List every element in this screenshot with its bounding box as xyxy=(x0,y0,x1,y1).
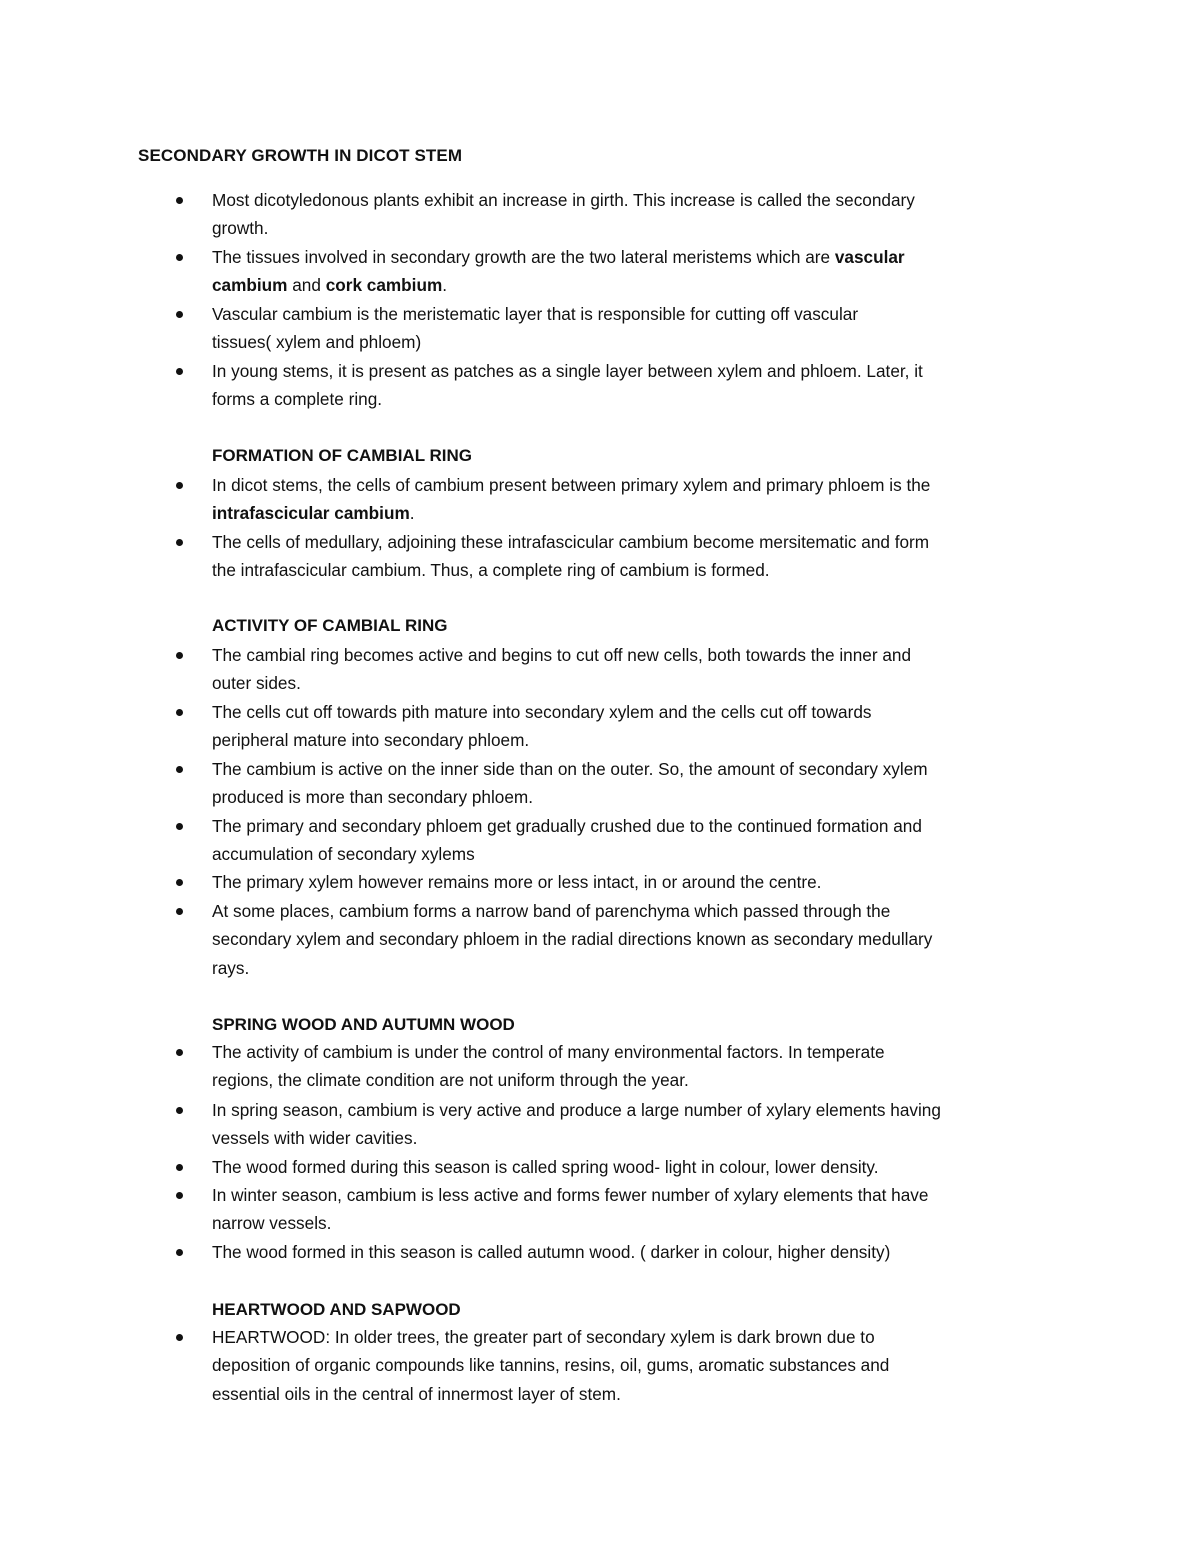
list-item-line: The cells cut off towards pith mature into secondary xylem and the cells cut off towards xyxy=(212,702,872,722)
list-item-line: intrafascicular cambium. xyxy=(212,503,415,524)
bullet-icon xyxy=(176,709,183,716)
list-item-line: deposition of organic compounds like tannins, resins, oil, gums, aromatic substances and xyxy=(212,1355,890,1376)
list-item-line: essential oils in the central of innermost layer of stem. xyxy=(212,1383,621,1404)
list-item-line: produced is more than secondary phloem. xyxy=(212,787,534,808)
section-heading: FORMATION OF CAMBIAL RING xyxy=(212,446,473,465)
bold-term: intrafascicular cambium xyxy=(212,503,410,524)
list-item xyxy=(212,300,1062,357)
list-item xyxy=(212,528,1062,585)
list-item xyxy=(212,897,1062,982)
list-item xyxy=(212,1181,1062,1238)
list-item-line: HEARTWOOD: In older trees, the greater part of secondary xylem is dark brown due to xyxy=(212,1327,875,1347)
list-item-line: In young stems, it is present as patches as a single layer between xylem and phloem. Later, it xyxy=(212,361,923,381)
list-item xyxy=(212,243,1062,300)
list-item xyxy=(212,812,1062,869)
section-heading: ACTIVITY OF CAMBIAL RING xyxy=(212,616,448,635)
list-item-line: secondary xylem and secondary phloem in the radial directions known as secondary medullary xyxy=(212,929,933,950)
bullet-icon xyxy=(176,1164,183,1171)
list-item-line: cambium and cork cambium. xyxy=(212,275,448,296)
list-item-line: At some places, cambium forms a narrow band of parenchyma which passed through the xyxy=(212,901,891,921)
bullet-icon xyxy=(176,879,183,886)
list-item-line: the intrafascicular cambium. Thus, a complete ring of cambium is formed. xyxy=(212,560,770,581)
bullet-icon xyxy=(176,539,183,546)
bullet-icon xyxy=(176,1049,183,1056)
bullet-icon xyxy=(176,1192,183,1199)
list-item-line: The wood formed during this season is called spring wood- light in colour, lower density. xyxy=(212,1157,879,1177)
list-item xyxy=(212,1238,1062,1266)
list-item-line: In dicot stems, the cells of cambium present between primary xylem and primary phloem is the xyxy=(212,475,931,495)
document-title: SECONDARY GROWTH IN DICOT STEM xyxy=(138,146,463,165)
list-item-line: regions, the climate condition are not uniform through the year. xyxy=(212,1070,689,1091)
list-item-line: Vascular cambium is the meristematic layer that is responsible for cutting off vascular xyxy=(212,304,859,324)
list-item xyxy=(212,868,1062,896)
bullet-icon xyxy=(176,1249,183,1256)
bullet-icon xyxy=(176,652,183,659)
list-item-line: The cambial ring becomes active and begins to cut off new cells, both towards the inner and xyxy=(212,645,912,665)
bold-term: cambium xyxy=(212,275,288,296)
list-item-line: The primary and secondary phloem get gradually crushed due to the continued formation and xyxy=(212,816,922,836)
list-item xyxy=(212,357,1062,414)
bullet-icon xyxy=(176,1107,183,1114)
section-heading: SPRING WOOD AND AUTUMN WOOD xyxy=(212,1015,515,1034)
bullet-icon xyxy=(176,368,183,375)
list-item xyxy=(212,1096,1062,1153)
list-item-line: The primary xylem however remains more or less intact, in or around the centre. xyxy=(212,872,822,892)
list-item-line: In spring season, cambium is very active and produce a large number of xylary elements having xyxy=(212,1100,941,1120)
list-item-line: The activity of cambium is under the control of many environmental factors. In temperate xyxy=(212,1042,885,1062)
bullet-icon xyxy=(176,766,183,773)
list-item-line: vessels with wider cavities. xyxy=(212,1128,418,1149)
list-item-line: Most dicotyledonous plants exhibit an increase in girth. This increase is called the secondary xyxy=(212,190,915,210)
list-item xyxy=(212,1038,1062,1095)
bullet-icon xyxy=(176,197,183,204)
list-item-line: tissues( xylem and phloem) xyxy=(212,332,422,353)
list-item-line: The tissues involved in secondary growth are the two lateral meristems which are vascular xyxy=(212,247,905,267)
list-item-line: rays. xyxy=(212,957,250,978)
list-item xyxy=(212,698,1062,755)
list-item-line: narrow vessels. xyxy=(212,1213,332,1234)
list-item-line: In winter season, cambium is less active and forms fewer number of xylary elements that have xyxy=(212,1185,929,1205)
bold-term: vascular xyxy=(834,247,905,267)
list-item-line: forms a complete ring. xyxy=(212,389,383,410)
list-item xyxy=(212,1153,1062,1181)
bullet-icon xyxy=(176,823,183,830)
bullet-icon xyxy=(176,482,183,489)
bullet-icon xyxy=(176,254,183,261)
list-item xyxy=(212,1323,1062,1408)
bullet-icon xyxy=(176,908,183,915)
list-item-line: The cambium is active on the inner side than on the outer. So, the amount of secondary xylem xyxy=(212,759,928,779)
list-item-line: accumulation of secondary xylems xyxy=(212,844,475,865)
list-item-line: growth. xyxy=(212,218,269,239)
list-item xyxy=(212,186,1062,243)
list-item-line: The wood formed in this season is called autumn wood. ( darker in colour, higher density) xyxy=(212,1242,891,1262)
list-item-line: peripheral mature into secondary phloem. xyxy=(212,730,530,751)
bullet-icon xyxy=(176,311,183,318)
list-item-line: outer sides. xyxy=(212,673,301,694)
bold-term: cork cambium xyxy=(325,275,443,296)
section-heading: HEARTWOOD AND SAPWOOD xyxy=(212,1300,461,1319)
list-item xyxy=(212,641,1062,698)
list-item xyxy=(212,755,1062,812)
list-item-line: The cells of medullary, adjoining these intrafascicular cambium become mersitematic and form xyxy=(212,532,930,552)
list-item xyxy=(212,471,1062,528)
bullet-icon xyxy=(176,1334,183,1341)
